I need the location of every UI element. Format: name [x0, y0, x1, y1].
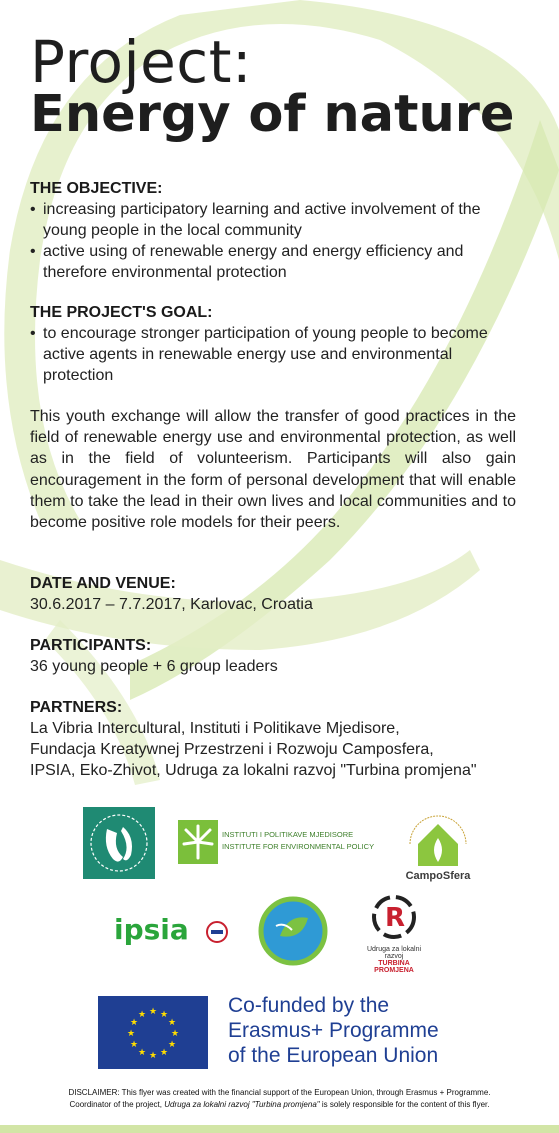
goal-heading: THE PROJECT'S GOAL:	[30, 304, 213, 321]
date-venue-heading: DATE AND VENUE:	[30, 575, 176, 592]
partners-line: La Vibria Intercultural, Instituti i Politikave Mjedisore,	[30, 720, 400, 737]
camposfera-house-icon	[396, 808, 480, 872]
svg-text:★: ★	[167, 1018, 177, 1028]
svg-text:★: ★	[126, 1029, 136, 1039]
eu-cofunded-text	[228, 993, 439, 1068]
participants-value: 36 young people + 6 group leaders	[30, 658, 278, 675]
goal-section	[30, 302, 525, 386]
disclaimer-line	[8, 1099, 551, 1111]
date-venue-value: 30.6.2017 – 7.7.2017, Karlovac, Croatia	[30, 596, 313, 613]
svg-text:R: R	[385, 903, 406, 933]
turbina-name: TURBINA PROMJENA	[374, 960, 414, 974]
partners-section	[30, 697, 555, 781]
ipsia-logo: ipsia	[114, 913, 189, 946]
partners-line: Fundacja Kreatywnej Przestrzeni i Rozwoju Camposfera,	[30, 741, 434, 758]
turbina-r-icon	[358, 893, 430, 941]
svg-text:★: ★	[129, 1018, 139, 1028]
objective-bullet: • active using of renewable energy and energy efficiency and therefore environmental protection	[30, 241, 525, 283]
goal-bullet: • to encourage stronger participation of young people to become active agents in renewable energy use and environmental protection	[30, 323, 525, 386]
svg-text:★: ★	[159, 1048, 169, 1058]
turbina-promjena-logo	[358, 893, 430, 973]
disclaimer	[8, 1087, 551, 1111]
svg-text:★: ★	[137, 1048, 147, 1058]
iep-name-english: INSTITUTE FOR ENVIRONMENTAL POLICY	[222, 842, 375, 851]
objective-heading: THE OBJECTIVE:	[30, 180, 163, 197]
eu-line: Co-funded by the	[228, 994, 390, 1017]
camposfera-name: CampoSfera	[405, 870, 471, 882]
disclaimer-coordinator: Udruga za lokalni razvoj "Turbina promjena"	[164, 1100, 320, 1109]
iep-logo	[178, 820, 378, 864]
svg-text:★: ★	[148, 1007, 158, 1017]
eu-stars-icon	[98, 996, 208, 1069]
page-title: Energy of nature	[30, 85, 515, 144]
eu-line: Erasmus+ Programme	[228, 1019, 439, 1042]
acli-badge-icon	[206, 921, 228, 943]
objective-bullet: • increasing participatory learning and active involvement of the young people in the local community	[30, 199, 525, 241]
title-project-label: Project:	[30, 28, 252, 96]
iep-name-albanian: INSTITUTI I POLITIKAVE MJEDISORE	[222, 830, 354, 839]
partners-line: IPSIA, Eko-Zhivot, Udruga za lokalni razvoj "Turbina promjena"	[30, 762, 477, 779]
participants-heading: PARTICIPANTS:	[30, 637, 152, 654]
disclaimer-text: Coordinator of the project,	[69, 1100, 165, 1109]
svg-text:★: ★	[137, 1010, 147, 1020]
participants-section	[30, 635, 525, 677]
description-paragraph: This youth exchange will allow the transfer of good practices in the field of renewable energy use and environmental protection, as well as in the field of volunteerism. Participants will also gain encouragement in the form of personal development that will enable them to take the lead in their own lives and local communities and to become positive role models for their peers.	[30, 408, 516, 532]
eu-flag	[98, 996, 208, 1069]
eu-line: of the European Union	[228, 1044, 439, 1067]
la-vibria-emblem-icon	[83, 807, 155, 879]
svg-text:★: ★	[148, 1051, 158, 1061]
svg-text:★: ★	[159, 1010, 169, 1020]
svg-text:★: ★	[170, 1029, 180, 1039]
chestnut-leaf-icon	[178, 820, 218, 864]
objective-section	[30, 178, 525, 283]
eko-zhivot-logo	[258, 896, 328, 966]
disclaimer-text: is solely responsible for the content of this flyer.	[319, 1100, 490, 1109]
date-venue-section	[30, 573, 525, 615]
disclaimer-line: DISCLAIMER: This flyer was created with the financial support of the European Union, through Erasmus + Programme.	[68, 1088, 491, 1097]
svg-text:★: ★	[167, 1040, 177, 1050]
svg-text:★: ★	[129, 1040, 139, 1050]
la-vibria-logo	[83, 807, 155, 879]
globe-leaf-icon	[258, 896, 328, 966]
turbina-caption: Udruga za lokalni razvoj	[366, 946, 422, 960]
partners-heading: PARTNERS:	[30, 699, 123, 716]
camposfera-logo	[396, 808, 480, 886]
